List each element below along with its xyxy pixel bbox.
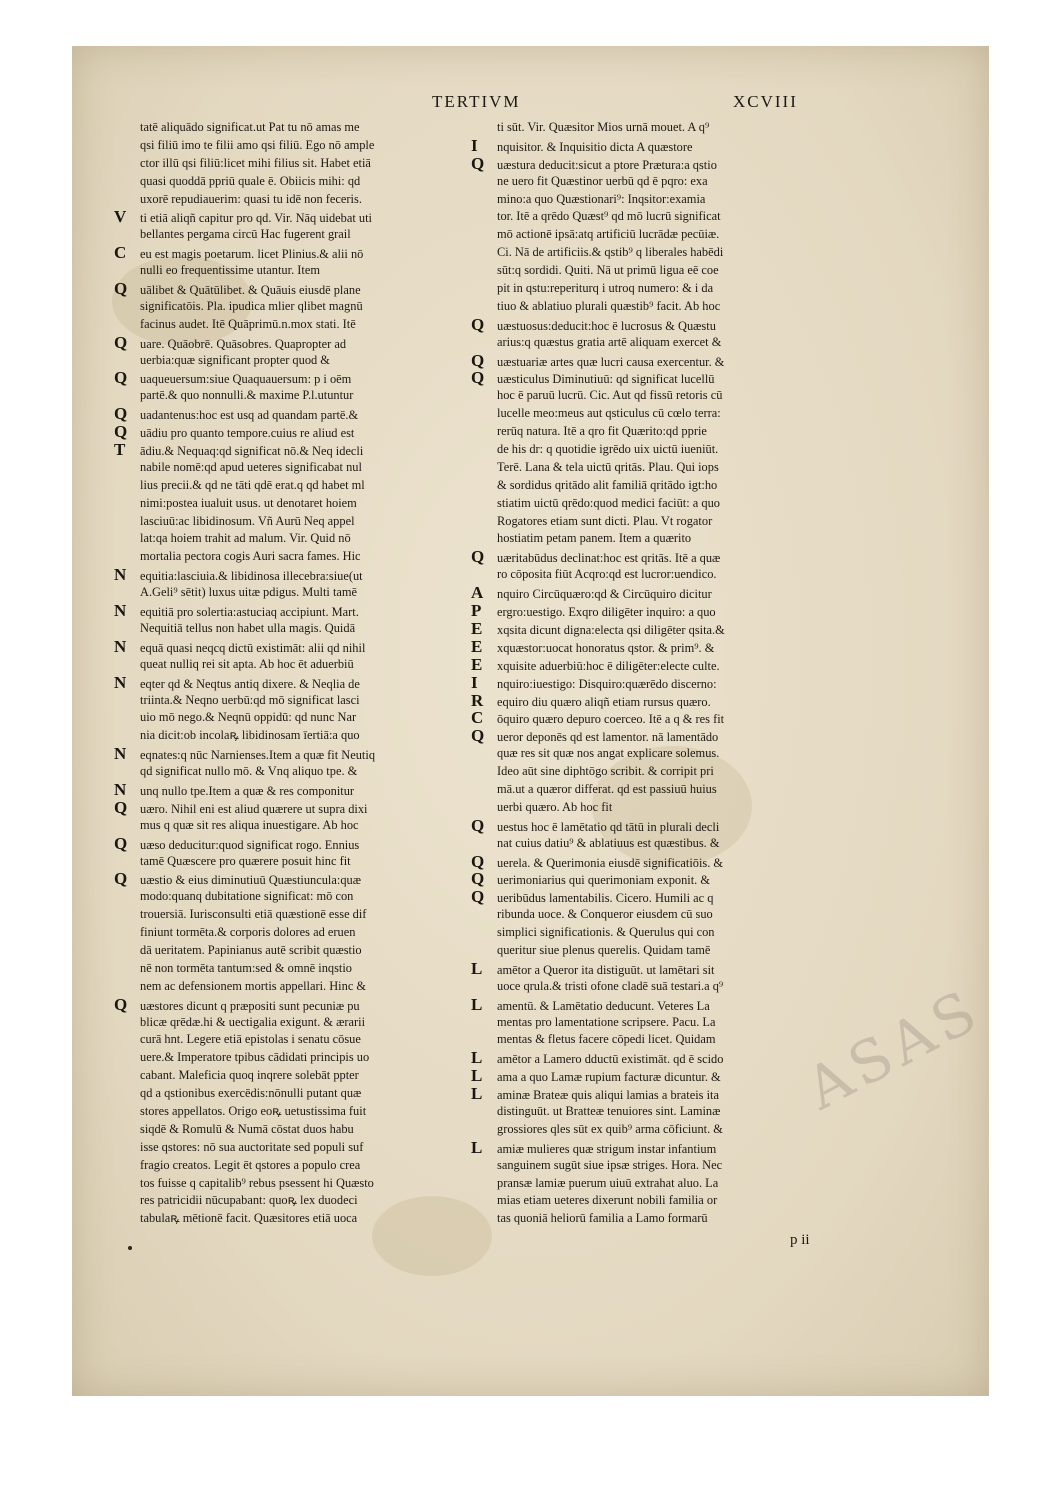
text-line xyxy=(114,620,474,638)
text-line xyxy=(471,191,871,209)
text-line xyxy=(114,781,474,799)
line-text: de his dr: q quotidie igrēdo uix uictū iueniūt. xyxy=(497,442,719,457)
line-text: ergro:uestigo. Exqro diligēter inquiro: a quo xyxy=(497,605,716,620)
line-text: mentas pro lamentatione scripsere. Pacu. La xyxy=(497,1014,716,1029)
text-line xyxy=(471,405,871,423)
line-text: uādiu pro quanto tempore.cuius re aliud est xyxy=(140,426,355,441)
text-line xyxy=(471,674,871,692)
text-line xyxy=(114,530,474,548)
line-text: facinus audet. Itē Quāprimū.n.mox stati. Itē xyxy=(140,316,356,331)
text-line xyxy=(471,262,871,280)
line-text: tas quoniā heliorū familia a Lamo formarū xyxy=(497,1211,708,1226)
line-text: bellantes pergama circū Hac fugerent grail xyxy=(140,227,351,242)
text-line xyxy=(471,298,871,316)
line-text: ribunda uoce. & Conqueror eiusdem cū suo xyxy=(497,907,713,922)
line-text: ōquiro quæro depuro coerceo. Itē a q & res fit xyxy=(497,712,725,727)
text-line xyxy=(471,173,871,191)
line-text: xquæstor:uocat honoratus qstor. & prim⁹. & xyxy=(497,640,715,655)
text-line xyxy=(114,244,474,262)
text-line xyxy=(471,799,871,817)
text-line xyxy=(114,1192,474,1210)
text-line xyxy=(471,352,871,370)
text-line xyxy=(471,656,871,674)
text-line xyxy=(471,387,871,405)
line-text: equitia:lasciuia.& libidinosa illecebra:siue(ut xyxy=(140,569,363,584)
line-text: tos fuisse q capitalib⁹ rebus psessent hi Quæsto xyxy=(140,1175,374,1190)
text-line xyxy=(471,566,871,584)
initial-letter: E xyxy=(471,636,483,656)
initial-letter: L xyxy=(471,958,483,978)
initial-letter: N xyxy=(114,601,127,621)
text-line xyxy=(471,817,871,835)
text-line xyxy=(471,369,871,387)
text-line xyxy=(114,835,474,853)
line-text: queritur siue plenus querelis. Quidam tamē xyxy=(497,942,711,957)
line-text: Ideo aūt sine diphtōgo scribit. & corripit pri xyxy=(497,764,714,779)
line-text: triinta.& Neqno uerbū:qd mō significat lasci xyxy=(140,692,360,707)
initial-letter: Q xyxy=(114,994,128,1014)
text-line xyxy=(114,1139,474,1157)
line-text: mias etiam ueteres dixerunt nobili familia or xyxy=(497,1193,718,1208)
text-line xyxy=(471,1121,871,1139)
text-line xyxy=(114,352,474,370)
initial-letter: Q xyxy=(114,332,128,352)
text-line xyxy=(471,638,871,656)
text-line xyxy=(114,656,474,674)
initial-letter: N xyxy=(114,636,127,656)
line-text: nē non tormēta tantum:sed & omnē inqstio xyxy=(140,960,352,975)
text-line xyxy=(114,316,474,334)
text-line xyxy=(114,441,474,459)
text-line xyxy=(471,513,871,531)
text-line xyxy=(114,638,474,656)
text-line xyxy=(114,745,474,763)
line-text: aminæ Brateæ quis aliqui lamias a brateis ita xyxy=(497,1088,719,1103)
line-text: xqsita dicunt digna:electa qsi diligēter qsita.& xyxy=(497,622,725,637)
text-line xyxy=(114,459,474,477)
line-text: uæstura deducit:sicut a ptore Prætura:a qstio xyxy=(497,157,717,172)
line-text: nulli eo frequentissime utantur. Item xyxy=(140,263,320,278)
line-text: qd significat nullo mō. & Vnq aliquo tpe. & xyxy=(140,764,358,779)
text-line xyxy=(114,960,474,978)
line-text: tatē aliquādo significat.ut Pat tu nō amas me xyxy=(140,120,360,134)
text-line xyxy=(114,369,474,387)
line-text: mus q quæ sit res aliqua inuestigare. Ab hoc xyxy=(140,817,359,832)
line-text: ctor illū qsi filiū:licet mihi filius sit. Habet etiā xyxy=(140,155,371,170)
line-text: equiro diu quæro aliqñ etiam rursus quæro. xyxy=(497,694,711,709)
text-line xyxy=(471,441,871,459)
line-text: partē.& quo nonnulli.& maxime P.l.utuntur xyxy=(140,388,354,403)
text-line xyxy=(114,262,474,280)
initial-letter: C xyxy=(471,708,484,728)
text-line xyxy=(114,942,474,960)
text-line xyxy=(114,423,474,441)
line-text: eqnates:q nūc Narnienses.Item a quæ fit Neutiq xyxy=(140,748,376,763)
text-line xyxy=(114,548,474,566)
initial-letter: Q xyxy=(471,726,485,746)
text-line xyxy=(114,405,474,423)
initial-letter: Q xyxy=(471,350,485,370)
text-line xyxy=(471,1210,871,1228)
text-line xyxy=(114,763,474,781)
text-line xyxy=(114,888,474,906)
ink-dot xyxy=(128,1246,132,1250)
line-text: uālibet & Quātūlibet. & Quāuis eiusdē plane xyxy=(140,283,361,298)
line-text: A.Geli⁹ sētit) luxus uitæ pdigus. Multi tamē xyxy=(140,585,358,600)
text-line xyxy=(471,906,871,924)
line-text: modo:quanq dubitatione significat: mō con xyxy=(140,889,354,904)
text-line xyxy=(114,173,474,191)
line-text: tamē Quæscere pro quærere posuit hinc fit xyxy=(140,853,351,868)
text-line xyxy=(471,745,871,763)
line-text: uæstuariæ artes quæ lucri causa exercentur. & xyxy=(497,354,725,369)
text-line xyxy=(114,727,474,745)
line-text: uæsticulus Diminutiuū: qd significat lucellū xyxy=(497,372,715,387)
line-text: amētor a Lamero dductū existimāt. qd ē scido xyxy=(497,1052,724,1067)
line-text: uadantenus:hoc est usq ad quandam partē.& xyxy=(140,408,359,423)
left-column xyxy=(114,119,474,1228)
text-line xyxy=(114,1175,474,1193)
text-line xyxy=(114,298,474,316)
text-line xyxy=(114,692,474,710)
line-text: rerūq natura. Itē a qro fit Quærito:qd pprie xyxy=(497,424,707,439)
initial-letter: Q xyxy=(471,153,485,173)
line-text: simplici significationis. & Querulus qui con xyxy=(497,925,715,940)
text-line xyxy=(114,280,474,298)
line-text: eqter qd & Neqtus antiq dixere. & Neqlia de xyxy=(140,676,360,691)
text-line xyxy=(114,870,474,888)
line-text: nat cuius datiu⁹ & ablatiuus est quæstibus. & xyxy=(497,835,720,850)
initial-letter: Q xyxy=(471,869,485,889)
text-line xyxy=(471,692,871,710)
text-line xyxy=(471,835,871,853)
line-text: nabile nomē:qd apud ueteres significabat nul xyxy=(140,459,362,474)
line-text: mortalia pectora cogis Auri sacra fames. Hic xyxy=(140,549,361,564)
line-text: sūt:q sordidi. Quiti. Nā ut primū ligua eē coe xyxy=(497,263,719,278)
text-line xyxy=(471,530,871,548)
line-text: uerbi quæro. Ab hoc fit xyxy=(497,799,613,814)
text-line xyxy=(471,727,871,745)
line-text: uere.& Imperatore tpibus cādidati principis uo xyxy=(140,1050,370,1065)
line-text: uxorē repudiauerim: quasi tu idē non feceris. xyxy=(140,191,362,206)
line-text: quæ res sit quæ nos angat explicare solemus. xyxy=(497,746,720,761)
line-text: pit in qstu:reperiturq i utroq numero: & i da xyxy=(497,281,714,296)
line-text: uestus hoc ē lamētatio qd tātū in plurali decli xyxy=(497,819,720,834)
initial-letter: Q xyxy=(471,815,485,835)
signature-mark: p ii xyxy=(790,1232,810,1248)
text-line xyxy=(471,584,871,602)
text-line xyxy=(471,942,871,960)
text-line xyxy=(471,602,871,620)
line-text: hostiatim petam panem. Item a quærito xyxy=(497,531,692,546)
text-line xyxy=(471,1157,871,1175)
line-text: Ci. Nā de artificiis.& qstib⁹ q liberales habēdi xyxy=(497,245,724,260)
initial-letter: T xyxy=(114,440,126,460)
line-text: Terē. Lana & tela uictū qritās. Plau. Qui iops xyxy=(497,459,719,474)
line-text: hoc ē paruū lucrū. Cic. Aut qd fissū retoris cū xyxy=(497,388,723,403)
text-line xyxy=(114,853,474,871)
line-text: equitiā pro solertia:astuciaq accipiunt. Mart. xyxy=(140,605,359,620)
text-line xyxy=(471,960,871,978)
text-line xyxy=(114,978,474,996)
text-line xyxy=(471,280,871,298)
line-text: ama a quo Lamæ rupium facturæ dicuntur. & xyxy=(497,1070,721,1085)
text-line xyxy=(471,1139,871,1157)
watermark-stamp: ASAS xyxy=(794,975,993,1123)
text-line xyxy=(114,387,474,405)
text-line xyxy=(471,888,871,906)
line-text: grossiores qles sūt ex quib⁹ arma cōficiunt. & xyxy=(497,1121,723,1136)
text-line xyxy=(471,226,871,244)
initial-letter: I xyxy=(471,135,478,155)
text-line xyxy=(114,1121,474,1139)
line-text: ti sūt. Vir. Quæsitor Mios urnā mouet. A q⁹ xyxy=(497,120,710,134)
initial-letter: N xyxy=(114,565,127,585)
text-line xyxy=(471,996,871,1014)
text-line xyxy=(471,137,871,155)
initial-letter: Q xyxy=(471,547,485,567)
initial-letter: Q xyxy=(114,869,128,889)
line-text: lat:qa hoiem trahit ad malum. Vir. Quid nō xyxy=(140,531,351,546)
line-text: nimi:postea iualuit usus. ut denotaret hoiem xyxy=(140,495,357,510)
line-text: fragio creatos. Legit ēt qstores a populo crea xyxy=(140,1157,361,1172)
text-line xyxy=(471,423,871,441)
initial-letter: L xyxy=(471,994,483,1014)
line-text: ueror deponēs qd est lamentor. nā lamentādo xyxy=(497,730,719,745)
text-line xyxy=(114,1049,474,1067)
page-title: TERTIVM xyxy=(432,92,521,111)
line-text: queat nulliq rei sit apta. Ab hoc ēt aduerbiū xyxy=(140,656,354,671)
line-text: uare. Quāobrē. Quāsobres. Quapropter ad xyxy=(140,336,347,351)
initial-letter: V xyxy=(114,207,127,227)
text-line xyxy=(114,584,474,602)
line-text: amiæ mulieres quæ strigum instar infantium xyxy=(497,1141,717,1156)
line-text: nia dicit:ob incolaꝶ libidinosam īertiā:a quo xyxy=(140,728,360,743)
line-text: isse qstores: nō sua auctoritate sed populi suf xyxy=(140,1139,364,1154)
text-line xyxy=(471,548,871,566)
line-text: uæso deducitur:quod significat rogo. Ennius xyxy=(140,837,360,852)
initial-letter: Q xyxy=(114,422,128,442)
initial-letter: R xyxy=(471,690,484,710)
line-text: nquiro Circūquæro:qd & Circūquiro dicitur xyxy=(497,587,712,602)
line-text: nquiro:iuestigo: Disquiro:quærēdo discerno: xyxy=(497,676,717,691)
text-line xyxy=(114,226,474,244)
initial-letter: L xyxy=(471,1048,483,1068)
text-line xyxy=(471,924,871,942)
line-text: qsi filiū imo te filii amo qsi filiū. Ego nō ample xyxy=(140,137,375,152)
line-text: lucelle meo:meus aut qsticulus cū cœlo terra: xyxy=(497,406,721,421)
text-line xyxy=(471,316,871,334)
text-line xyxy=(114,208,474,226)
line-text: curā hnt. Legere etiā epistolas i senatu cōsue xyxy=(140,1032,361,1047)
text-line xyxy=(471,763,871,781)
text-line xyxy=(114,1085,474,1103)
text-line xyxy=(471,495,871,513)
text-line xyxy=(114,477,474,495)
line-text: cabant. Maleficia quoq inqrere solebāt ppter xyxy=(140,1068,359,1083)
initial-letter: Q xyxy=(114,368,128,388)
line-text: ādiu.& Nequaq:qd significat nō.& Neq idecli xyxy=(140,444,364,459)
line-text: eu est magis poetarum. licet Plinius.& alii nō xyxy=(140,247,364,262)
line-text: stiatim uictū qrēdo:quod medici faciūt: a quo xyxy=(497,495,720,510)
text-line xyxy=(471,781,871,799)
line-text: uæritabūdus declinat:hoc est qritās. Itē a quæ xyxy=(497,551,721,566)
line-text: sanguinem sugūt siue ipsæ striges. Hora. Nec xyxy=(497,1157,723,1172)
text-line xyxy=(471,244,871,262)
initial-letter: C xyxy=(114,243,127,263)
initial-letter: E xyxy=(471,618,483,638)
line-text: uæstio & eius diminutiuū Quæstiuncula:quæ xyxy=(140,873,361,888)
line-text: tiuo & ablatiuo plurali quæstib⁹ facit. Ab hoc xyxy=(497,298,721,313)
text-line xyxy=(114,566,474,584)
text-line xyxy=(114,155,474,173)
line-text: ti etiā aliqñ capitur pro qd. Vir. Nāq uidebat uti xyxy=(140,211,372,226)
initial-letter: E xyxy=(471,654,483,674)
line-text: nquisitor. & Inquisitio dicta A quæstore xyxy=(497,139,693,154)
text-line xyxy=(114,1103,474,1121)
text-line xyxy=(114,996,474,1014)
initial-letter: L xyxy=(471,1084,483,1104)
text-line xyxy=(471,709,871,727)
text-line xyxy=(471,1103,871,1121)
line-text: mino:a quo Quæstionari⁹: Inqsitor:examia xyxy=(497,191,706,206)
initial-letter: I xyxy=(471,672,478,692)
line-text: qd a qstionibus exercēdis:nōnulli putant quæ xyxy=(140,1086,362,1101)
text-line xyxy=(471,1031,871,1049)
text-line xyxy=(471,208,871,226)
line-text: amētor a Queror ita distiguūt. ut lamētari sit xyxy=(497,962,715,977)
text-line xyxy=(114,137,474,155)
line-text: & sordidus qritādo alit familiā qritādo igt:ho xyxy=(497,477,718,492)
line-text: finiunt tormēta.& corporis dolores ad eruen xyxy=(140,925,356,940)
text-line xyxy=(471,459,871,477)
line-text: unq nullo tpe.Item a quæ & res componitur xyxy=(140,783,355,798)
line-text: mentas & fletus facere cōpedi licet. Quidam xyxy=(497,1032,716,1047)
line-text: uoce qrula.& tristi ofone cladē suā testari.a q⁹ xyxy=(497,978,724,993)
line-text: Nequitiā tellus non habet ulla magis. Quidā xyxy=(140,620,356,635)
folio-number: XCVIII xyxy=(733,92,798,111)
line-text: dā ueritatem. Papinianus autē scribit quæstio xyxy=(140,942,362,957)
line-text: ne uero fit Quæstinor uerbū qd ē pqro: exa xyxy=(497,173,708,188)
line-text: lasciuū:ac libidinosum. Vñ Aurū Neq appel xyxy=(140,513,355,528)
line-text: lius precii.& qd ne tāti qdē erat.q qd habet ml xyxy=(140,477,365,492)
text-line xyxy=(114,817,474,835)
text-line xyxy=(114,1210,474,1228)
initial-letter: Q xyxy=(114,279,128,299)
line-text: uio mō nego.& Neqnū oppidū: qd nunc Nar xyxy=(140,710,357,725)
initial-letter: Q xyxy=(471,314,485,334)
line-text: uæro. Nihil eni est aliud quærere ut supra dixi xyxy=(140,801,368,816)
text-line xyxy=(114,334,474,352)
text-line xyxy=(114,119,474,137)
line-text: arius:q quæstus gratia artē aliquam exercet & xyxy=(497,334,722,349)
line-text: pransæ lamiæ puerum uiuū extrahat aluo. La xyxy=(497,1175,719,1190)
initial-letter: A xyxy=(471,583,484,603)
text-line xyxy=(471,155,871,173)
text-line xyxy=(114,191,474,209)
line-text: uerela. & Querimonia eiusdē significatiōis. & xyxy=(497,855,724,870)
initial-letter: N xyxy=(114,672,127,692)
line-text: tor. Itē a qrēdo Quæst⁹ qd mō lucrū significat xyxy=(497,209,721,224)
line-text: ueribūdus lamentabilis. Cicero. Humili ac q xyxy=(497,891,714,906)
text-line xyxy=(114,495,474,513)
line-text: uerbia:quæ significant propter quod & xyxy=(140,352,330,367)
text-line xyxy=(114,924,474,942)
text-line xyxy=(114,799,474,817)
line-text: Rogatores etiam sunt dicti. Plau. Vt rogator xyxy=(497,513,713,528)
text-line xyxy=(114,1031,474,1049)
line-text: quasi quoddā ppriū quale ē. Obiicis mihi: qd xyxy=(140,173,361,188)
initial-letter: Q xyxy=(471,368,485,388)
text-line xyxy=(471,1192,871,1210)
text-line xyxy=(114,1067,474,1085)
line-text: ro cōposita fiūt Acqro:qd est lucror:uendico. xyxy=(497,567,717,582)
initial-letter: N xyxy=(114,744,127,764)
text-line xyxy=(471,334,871,352)
line-text: siqdē & Romulū & Numā cōstat duos habu xyxy=(140,1121,354,1136)
line-text: xquisite aduerbiū:hoc ē diligēter:electe culte. xyxy=(497,658,720,673)
text-line xyxy=(114,674,474,692)
initial-letter: Q xyxy=(114,797,128,817)
line-text: uaqueuersum:siue Quaquauersum: p i oēm xyxy=(140,372,352,387)
text-line xyxy=(471,1175,871,1193)
line-text: mō actionē ipsā:atq artificiū lucrādæ pecūiæ. xyxy=(497,227,720,242)
line-text: nem ac defensionem mortis appellari. Hinc & xyxy=(140,978,367,993)
text-line xyxy=(114,513,474,531)
initial-letter: Q xyxy=(114,404,128,424)
line-text: uæstores dicunt q præpositi sunt pecuniæ pu xyxy=(140,998,360,1013)
initial-letter: L xyxy=(471,1066,483,1086)
text-line xyxy=(114,709,474,727)
line-text: stores appellatos. Origo eoꝶ uetustissima fuit xyxy=(140,1103,367,1118)
initial-letter: Q xyxy=(114,833,128,853)
line-text: distinguūt. ut Bratteæ tenuiores sint. Laminæ xyxy=(497,1103,721,1118)
text-line xyxy=(114,906,474,924)
line-text: amentū. & Lamētatio deducunt. Veteres La xyxy=(497,998,710,1013)
text-line xyxy=(471,620,871,638)
initial-letter: Q xyxy=(471,887,485,907)
text-line xyxy=(471,978,871,996)
line-text: tabulaꝶ mētionē facit. Quæsitores etiā uoca xyxy=(140,1211,358,1226)
text-line xyxy=(471,119,871,137)
initial-letter: N xyxy=(114,779,127,799)
line-text: blicæ qrēdæ.hi & uectigalia exigunt. & ærarii xyxy=(140,1014,366,1029)
line-text: uerimoniarius qui querimoniam exponit. & xyxy=(497,873,711,888)
line-text: equā quasi neqcq dictū existimāt: alii qd nihil xyxy=(140,640,366,655)
text-line xyxy=(471,853,871,871)
text-line xyxy=(471,870,871,888)
text-line xyxy=(471,1014,871,1032)
line-text: uæstuosus:deducit:hoc ē lucrosus & Quæstu xyxy=(497,318,716,333)
initial-letter: P xyxy=(471,601,482,621)
line-text: trouersiā. Iurisconsulti etiā quæstionē esse dif xyxy=(140,907,367,922)
text-line xyxy=(114,1157,474,1175)
text-line xyxy=(471,477,871,495)
initial-letter: L xyxy=(471,1137,483,1157)
text-line xyxy=(114,602,474,620)
text-line xyxy=(114,1014,474,1032)
line-text: significatōis. Pla. ipudica mlier qlibet magnū xyxy=(140,298,363,313)
initial-letter: Q xyxy=(471,851,485,871)
line-text: res patricidii nūcupabant: quoꝶ lex duodeci xyxy=(140,1193,358,1208)
line-text: mā.ut a quæror differat. qd est passiuū huius xyxy=(497,781,717,796)
